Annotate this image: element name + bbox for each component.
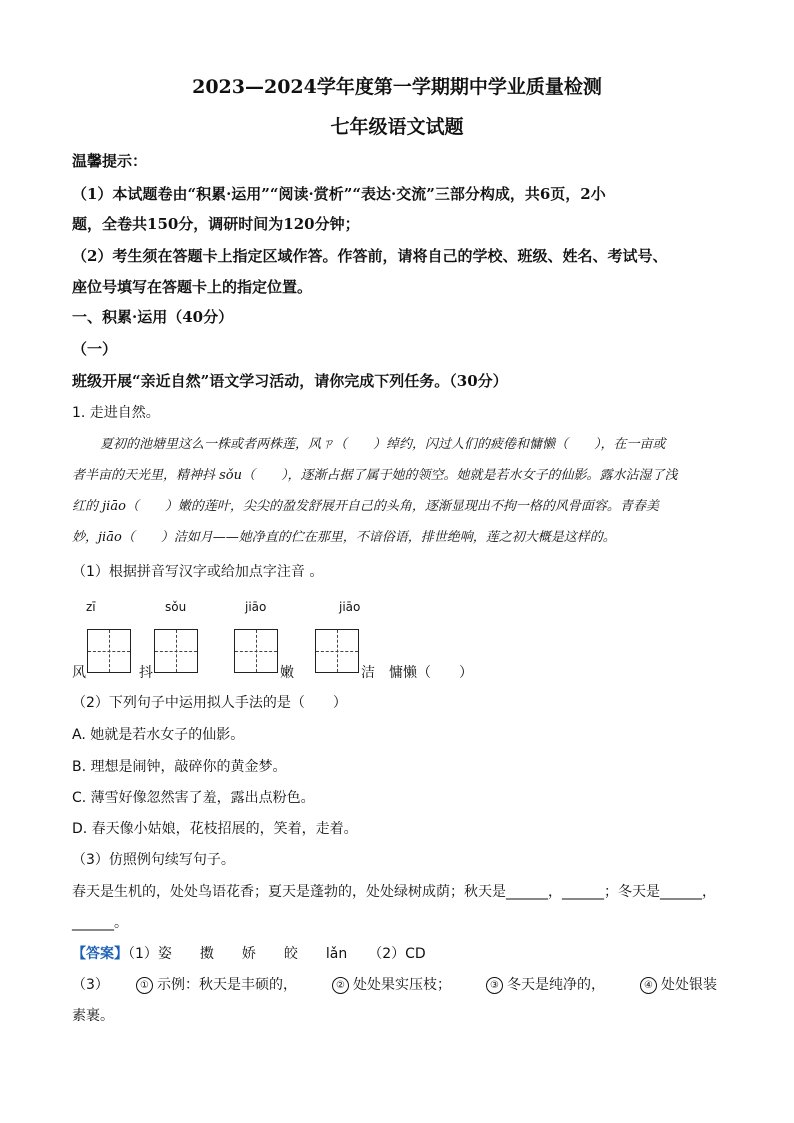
question-1-label: 1. 走进自然。 <box>72 405 160 421</box>
answer-item-text: 冬天是纯净的， <box>507 977 605 993</box>
writing-grid-box[interactable] <box>234 629 278 673</box>
number-circle: ① <box>136 977 153 994</box>
sub1-tail: 慵懒（ ） <box>389 665 473 681</box>
passage-line-3: 红的 jiāo（ ）嫩的莲叶，尖尖的盈发舒展开自己的头角，逐渐显现出不拘一格的风骨面容。青春美 <box>72 499 659 514</box>
number-circle: ② <box>332 977 349 994</box>
option-b: B. 理想是闹钟，敲碎你的黄金梦。 <box>72 759 287 775</box>
tips-line-3: （2）考生须在答题卡上指定区域作答。作答前，请将自己的学校、班级、姓名、考试号、 <box>72 247 668 265</box>
sub2-prompt: （2）下列句子中运用拟人手法的是（ ） <box>72 695 347 711</box>
option-d: D. 春天像小姑娘，花枝招展的，笑着，走着。 <box>72 821 358 837</box>
answer-line-1 <box>72 943 426 963</box>
grid-char: 风 <box>72 665 86 681</box>
pinyin-label: zī <box>86 600 96 614</box>
pinyin-label: sǒu <box>165 600 187 614</box>
grid-char: 洁 <box>361 665 375 681</box>
number-circle: ③ <box>486 977 503 994</box>
section-intro: 班级开展“亲近自然”语文学习活动，请你完成下列任务。（30分） <box>72 372 508 390</box>
answer-tail: 素裹。 <box>72 1008 114 1024</box>
passage-line-4: 妙，jiāo（ ）洁如月——她净直的伫在那里，不谙俗语，排世绝响，莲之初大概是这样的。 <box>72 530 616 545</box>
passage-line-1: 夏初的池塘里这么一株或者两株莲，风ㄗ（ ）绰约，闪过人们的疲倦和慵懒（ ），在一亩或 <box>100 437 666 452</box>
writing-grid-box[interactable] <box>315 629 359 673</box>
number-circle: ④ <box>640 977 657 994</box>
exam-subtitle: 七年级语文试题 <box>330 116 464 138</box>
sub3-line-1: 春天是生机的，处处鸟语花香；夏天是蓬勃的，处处绿树成荫；秋天是______，______；冬天是______， <box>72 884 716 900</box>
answer-item <box>136 974 297 994</box>
tips-line-1: （1）本试题卷由“积累·运用”“阅读·赏析”“表达·交流”三部分构成，共6页，2小 <box>72 185 606 203</box>
pinyin-label: jiāo <box>339 600 361 614</box>
answer-item-text: 处处银装 <box>661 977 717 993</box>
writing-grid-box[interactable] <box>154 629 198 673</box>
section-heading: 一、积累·运用（40分） <box>72 308 234 326</box>
option-c: C. 薄雪好像忽然害了羞，露出点粉色。 <box>72 790 315 806</box>
answer-text: （1）姿 擞 娇 皎 lǎn （2）CD <box>128 946 426 962</box>
tips-line-2: 题，全卷共150分，调研时间为120分钟； <box>72 215 360 233</box>
sub3-line-2: ______。 <box>72 915 128 931</box>
answer-item <box>640 974 717 994</box>
answer-item <box>332 974 451 994</box>
sub1-prompt: （1）根据拼音写汉字或给加点字注音 。 <box>72 564 324 580</box>
section-sub: （一） <box>72 340 118 358</box>
answer-label: 【答案】 <box>72 946 128 962</box>
grid-char: 嫩 <box>280 665 294 681</box>
writing-grid-box[interactable] <box>87 629 131 673</box>
answer-item <box>486 974 605 994</box>
option-a: A. 她就是若水女子的仙影。 <box>72 727 245 743</box>
sub3-prompt: （3）仿照例句续写句子。 <box>72 852 235 868</box>
tips-line-4: 座位号填写在答题卡上的指定位置。 <box>72 278 313 296</box>
passage-line-2: 者半亩的天光里，精神抖 sǒu（ ），逐渐占据了属于她的领空。她就是若水女子的仙影。露水沾湿了浅 <box>72 468 678 483</box>
answer-item-text: 处处果实压枝； <box>353 977 451 993</box>
tips-heading: 温馨提示： <box>72 152 148 170</box>
answer-prefix: （3） <box>72 977 109 993</box>
pinyin-label: jiāo <box>245 600 267 614</box>
grid-char: 抖 <box>139 665 153 681</box>
answer-item-text: 示例：秋天是丰硕的， <box>157 977 297 993</box>
exam-title: 2023—2024学年度第一学期期中学业质量检测 <box>192 76 602 98</box>
